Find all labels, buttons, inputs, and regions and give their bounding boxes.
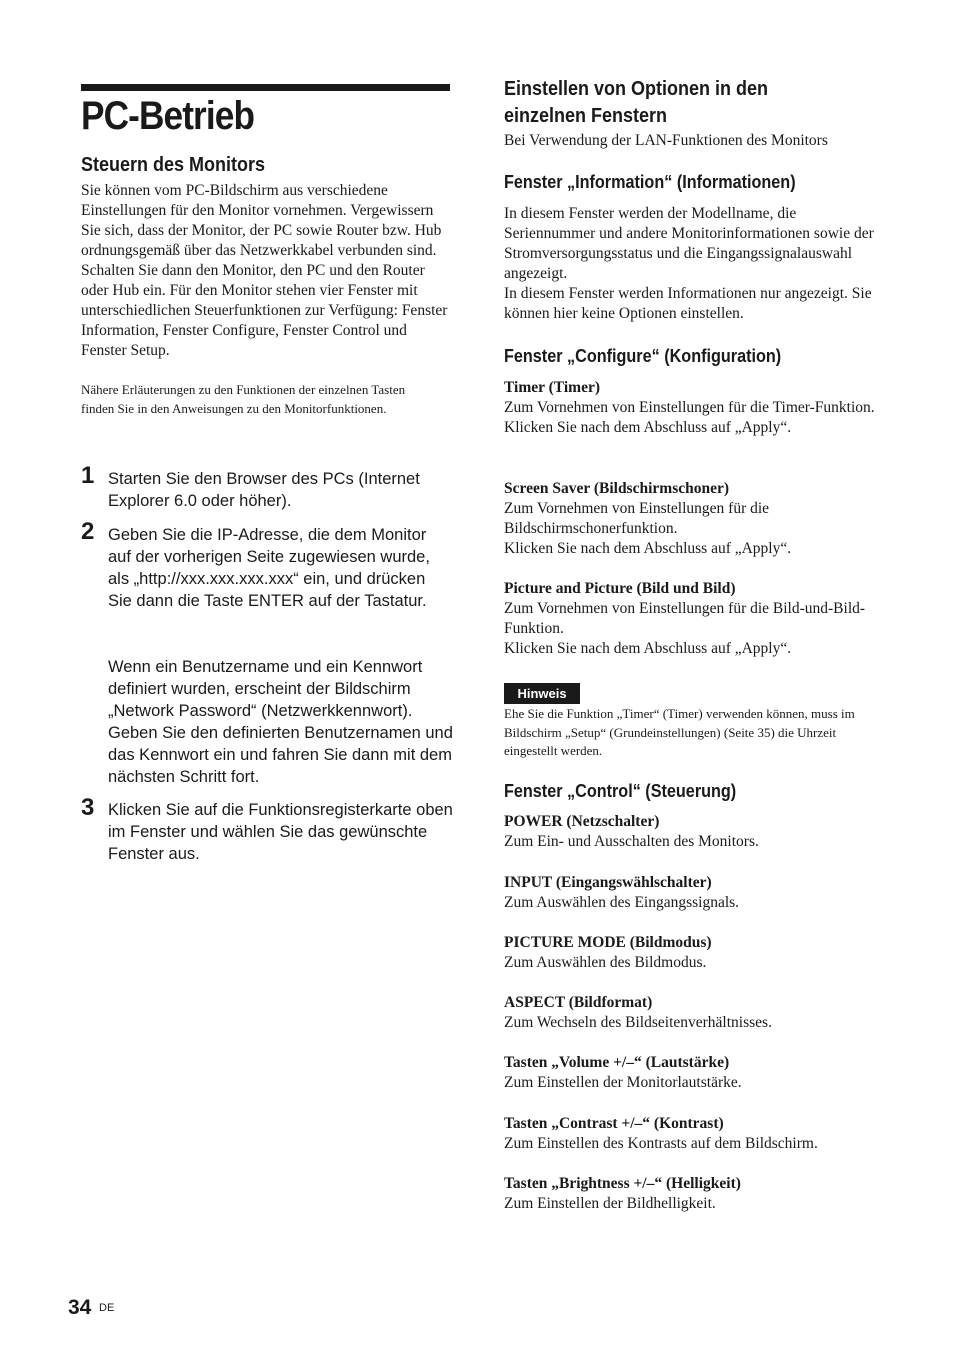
- control-desc: Zum Ein- und Ausschalten des Monitors.: [504, 833, 759, 850]
- configure-desc: Zum Vornehmen von Einstellungen für die Bild-und-Bild-Funktion.: [504, 600, 866, 637]
- control-term: Tasten „Contrast +/–“ (Kontrast): [504, 1115, 724, 1132]
- configure-desc: Zum Vornehmen von Einstellungen für die Bildschirmschonerfunktion.: [504, 500, 770, 537]
- control-desc: Zum Auswählen des Bildmodus.: [504, 954, 707, 971]
- options-heading: Einstellen von Optionen in den einzelnen Fenstern: [504, 78, 769, 127]
- control-term: PICTURE MODE (Bildmodus): [504, 934, 712, 951]
- configure-desc: Zum Vornehmen von Einstellungen für die Timer-Funktion.: [504, 399, 875, 416]
- step-3-number: 3: [81, 794, 95, 821]
- control-desc: Zum Einstellen der Bildhelligkeit.: [504, 1195, 716, 1212]
- configure-apply: Klicken Sie nach dem Abschluss auf „Apply“.: [504, 419, 792, 436]
- information-text-1: In diesem Fenster werden der Modellname, die Seriennummer und andere Monitorinformationen sowie der Stromversorgungsstatus und die Eingangssignalauswahl angezeigt.: [504, 205, 874, 282]
- page-number: 34: [68, 1296, 92, 1319]
- control-term: INPUT (Eingangswählschalter): [504, 874, 712, 891]
- control-term: Tasten „Volume +/–“ (Lautstärke): [504, 1054, 730, 1071]
- control-item-aspect: [504, 993, 884, 1033]
- control-desc: Zum Wechseln des Bildseitenverhältnisses.: [504, 1014, 772, 1031]
- information-heading: Fenster „Information“ (Informationen): [504, 172, 796, 192]
- configure-apply: Klicken Sie nach dem Abschluss auf „Apply“.: [504, 540, 792, 557]
- section-heading-steuern: Steuern des Monitors: [81, 154, 266, 176]
- control-item-picture-mode: [504, 933, 884, 973]
- configure-term: Screen Saver (Bildschirmschoner): [504, 480, 730, 497]
- control-item-brightness: [504, 1174, 884, 1214]
- configure-item-timer: [504, 378, 884, 438]
- step-2-number: 2: [81, 518, 95, 545]
- control-item-volume: [504, 1053, 884, 1093]
- step-2-text: Geben Sie die IP-Adresse, die dem Monitor auf der vorherigen Seite zugewiesen wurde, als „http://xxx.xxx.xxx.xxx“ ein, und drücken Sie dann die Taste ENTER auf der Tastatur.: [108, 526, 430, 610]
- step-1-text: Starten Sie den Browser des PCs (Internet Explorer 6.0 oder höher).: [108, 470, 420, 510]
- step-3-text: Klicken Sie auf die Funktionsregisterkarte oben im Fenster und wählen Sie das gewünschte Fenster aus.: [108, 801, 453, 863]
- step-2-text-continued: Wenn ein Benutzername und ein Kennwort definiert wurden, erscheint der Bildschirm „Network Password“ (Netzwerkkennwort). Geben Sie den definierten Benutzernamen und das Kennwort ein und fahren Sie dann mit dem nächsten Schritt fort.: [108, 658, 453, 786]
- configure-apply: Klicken Sie nach dem Abschluss auf „Apply“.: [504, 640, 792, 657]
- step-1-number: 1: [81, 462, 95, 489]
- note-text: Ehe Sie die Funktion „Timer“ (Timer) verwenden können, muss im Bildschirm „Setup“ (Grundeinstellungen) (Seite 35) die Uhrzeit eingestellt werden.: [504, 706, 855, 758]
- title-rule: [81, 84, 450, 91]
- page-language: DE: [99, 1302, 115, 1314]
- configure-item-pap: [504, 579, 884, 659]
- control-term: POWER (Netzschalter): [504, 813, 660, 830]
- note-badge: Hinweis: [504, 683, 580, 704]
- intro-paragraph: Sie können vom PC-Bildschirm aus verschiedene Einstellungen für den Monitor vornehmen. Vergewissern Sie sich, dass der Monitor, der PC sowie Router bzw. Hub ordnungsgemäß über das Netzwerkkabel verbunden sind. Schalten Sie dann den Monitor, den PC und den Router oder Hub ein. Für den Monitor stehen vier Fenster mit unterschiedlichen Steuerfunktionen zur Verfügung: Fenster Information, Fenster Configure, Fenster Control und Fenster Setup.: [81, 182, 448, 359]
- options-subline: Bei Verwendung der LAN-Funktionen des Monitors: [504, 132, 828, 149]
- configure-item-screen-saver: [504, 479, 884, 559]
- control-desc: Zum Einstellen der Monitorlautstärke.: [504, 1074, 742, 1091]
- control-item-contrast: [504, 1114, 884, 1154]
- control-item-power: [504, 812, 884, 852]
- control-desc: Zum Auswählen des Eingangssignals.: [504, 894, 740, 911]
- page-title: PC-Betrieb: [81, 94, 255, 138]
- configure-term: Timer (Timer): [504, 379, 600, 396]
- small-note: Nähere Erläuterungen zu den Funktionen der einzelnen Tasten finden Sie in den Anweisungen zu den Monitorfunktionen.: [81, 382, 406, 416]
- information-text-2: In diesem Fenster werden Informationen nur angezeigt. Sie können hier keine Optionen einstellen.: [504, 285, 872, 322]
- control-heading: Fenster „Control“ (Steuerung): [504, 781, 737, 801]
- configure-heading: Fenster „Configure“ (Konfiguration): [504, 346, 782, 366]
- control-item-input: [504, 873, 884, 913]
- control-term: Tasten „Brightness +/–“ (Helligkeit): [504, 1175, 741, 1192]
- configure-term: Picture and Picture (Bild und Bild): [504, 580, 736, 597]
- control-term: ASPECT (Bildformat): [504, 994, 653, 1011]
- control-desc: Zum Einstellen des Kontrasts auf dem Bildschirm.: [504, 1135, 818, 1152]
